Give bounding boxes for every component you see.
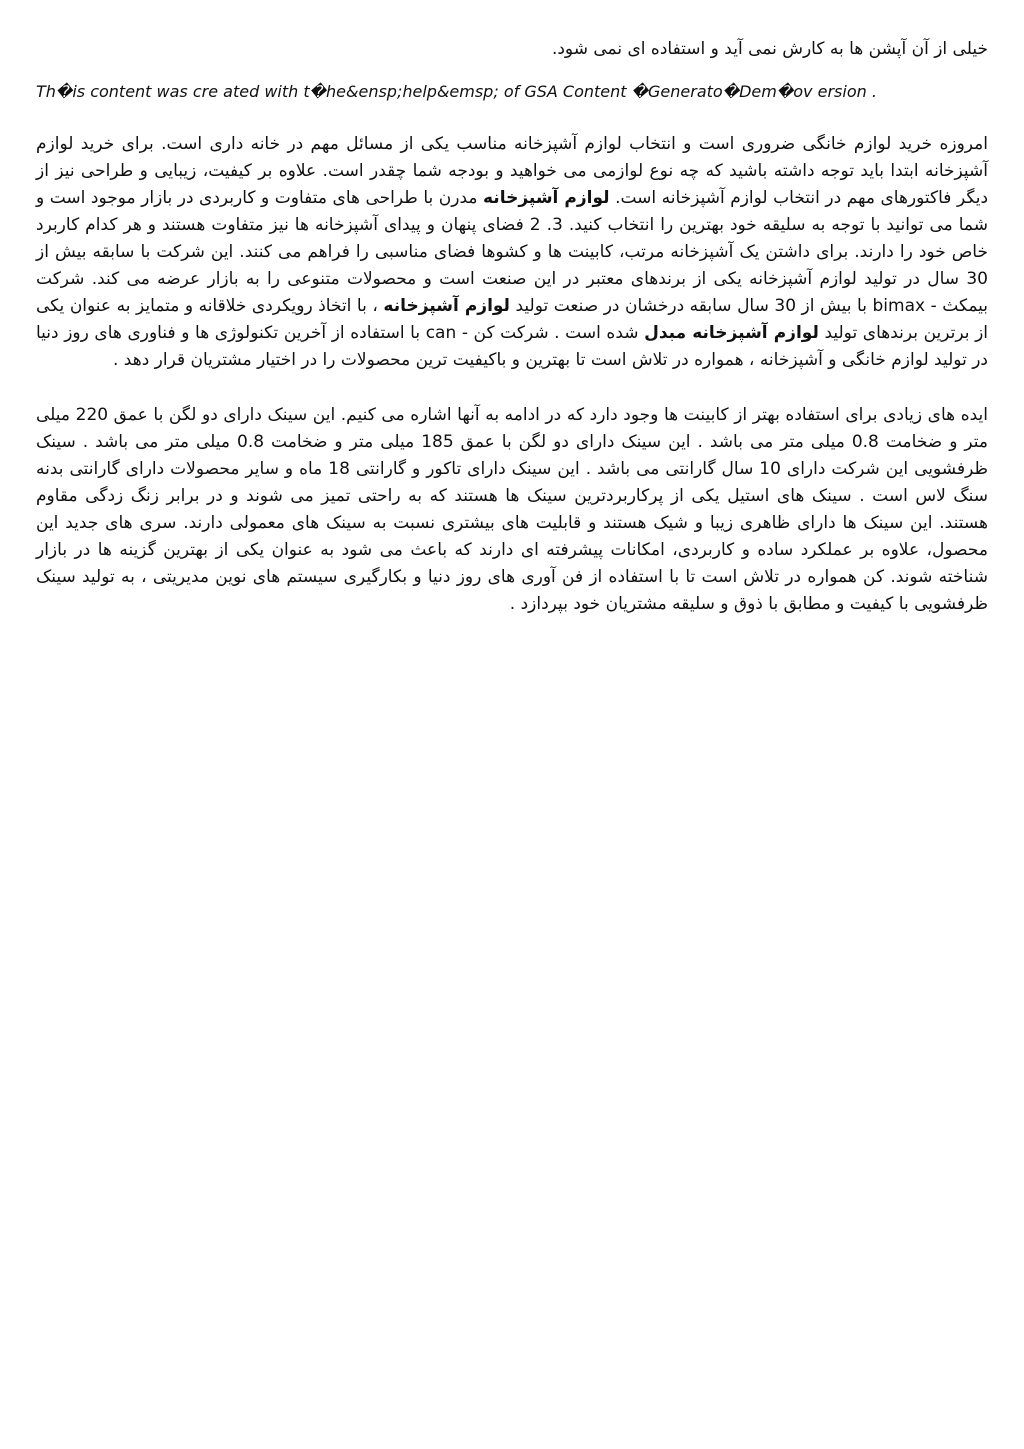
- intro-line: خیلی از آن آپشن ها به کارش نمی آید و استفاده ای نمی شود.: [551, 39, 988, 59]
- paragraph-text: ، با اتخاذ رویکردی خلاقانه و متمایز به عنوان یکی از برترین برندهای تولید: [36, 296, 988, 343]
- paragraph-text: مدرن با طراحی های متفاوت و کاربردی در بازار موجود است و شما می توانید با توجه به سلیقه خود بهترین را انتخاب کنید. 3. 2 فضای پنهان و پیدای آشپزخانه ها نیز متفاوت هستند و هر کدام کاربرد خاص خود را دارند. برای داشتن یک آشپزخانه مرتب، کابینت ها و کشوها فضای مناسبی را فراهم می کنند. این شرکت با سابقه بیش از 30 سال در تولید لوازم آشپزخانه یکی از برندهای معتبر در این صنعت است و محصولات متنوعی را به بازار عرضه می کند. شرکت بیمکث - bimax با بیش از 30 سال سابقه درخشان در صنعت تولید: [36, 188, 989, 316]
- document-page: [0, 0, 1024, 618]
- keyword-link: لوازم آشپزخانه: [383, 296, 510, 316]
- keyword-link: لوازم آشپزخانه مبدل: [644, 323, 819, 343]
- paragraph-text: شده است . شرکت کن - can با استفاده از آخرین تکنولوژی ها و فناوری های روز دنیا در تولید لوازم خانگی و آشپزخانه ، همواره در تلاش است تا بهترین و باکیفیت ترین محصولات را در اختیار مشتریان قرار دهد .: [36, 323, 988, 370]
- credit-line: Th�is content was cre ated with t�he&ensp;help&emsp; of GSA Content �Generato�Dem�ov ersion .: [36, 82, 877, 101]
- paragraph-kitchen-appliances: [36, 131, 988, 374]
- paragraph-text: امروزه خرید لوازم خانگی ضروری است و انتخاب لوازم آشپزخانه مناسب یکی از مسائل مهم در خانه داری است. برای خرید لوازم آشپزخانه ابتدا باید توجه داشته باشید که چه نوع لوازمی می خواهید و بودجه شما چقدر است. علاوه بر کیفیت، زیبایی و طراحی نیز از دیگر فاکتورهای مهم در انتخاب لوازم آشپزخانه است.: [36, 134, 989, 208]
- paragraph-sinks: ایده های زیادی برای استفاده بهتر از کابینت ها وجود دارد که در ادامه به آنها اشاره می کنیم. این سینک دارای دو لگن با عمق 220 میلی متر و ضخامت 0.8 میلی متر می باشد . این سینک دارای دو لگن با عمق 185 میلی متر و ضخامت 0.8 میلی متر می باشد . سینک ظرفشویی این شرکت دارای 10 سال گارانتی می باشد . این سینک دارای تاکور و گارانتی 18 ماه و سایر محصولات دارای گارانتی بدنه سنگ لاس است . سینک های استیل یکی از پرکاربردترین سینک ها هستند که به راحتی تمیز می شوند و در برابر زنگ زدگی مقاوم هستند. این سینک ها دارای ظاهری زیبا و شیک هستند و قابلیت های بیشتری نسبت به سینک های معمولی دارند. سری های جدید این محصول، علاوه بر عملکرد ساده و کاربردی، امکانات پیشرفته ای دارند که باعث می شود به عنوان یکی از بهترین گزینه ها در بازار شناخته شوند. کن همواره در تلاش است تا با استفاده از فن آوری های روز دنیا و بکارگیری سیستم های نوین مدیریتی ، به تولید سینک ظرفشویی با کیفیت و مطابق با ذوق و سلیقه مشتریان خود بپردازد .: [36, 405, 989, 614]
- keyword-link: لوازم آشپزخانه: [483, 188, 610, 208]
